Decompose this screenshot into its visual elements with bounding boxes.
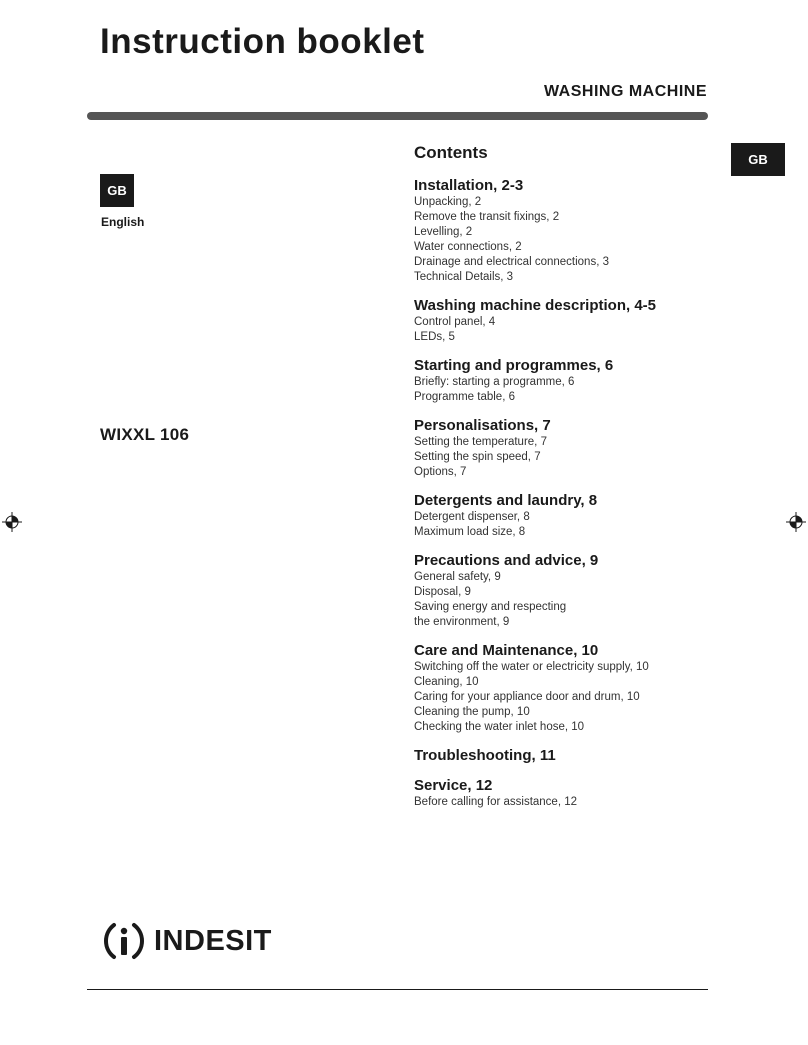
toc-item: Checking the water inlet hose, 10 (414, 721, 585, 733)
toc-item: the environment, 9 (414, 616, 510, 628)
toc-item: Before calling for assistance, 12 (414, 796, 578, 808)
toc-item: Maximum load size, 8 (414, 526, 526, 538)
toc-heading: Care and Maintenance, 10 (414, 642, 599, 659)
toc-item: Unpacking, 2 (414, 196, 482, 208)
brand-logo (100, 917, 272, 965)
registration-mark-icon (786, 512, 806, 532)
toc-section (414, 356, 714, 405)
toc-heading: Starting and programmes, 6 (414, 357, 614, 374)
toc-section (414, 416, 714, 480)
toc-item: Cleaning the pump, 10 (414, 706, 530, 718)
toc-item: Detergent dispenser, 8 (414, 511, 530, 523)
product-type: WASHING MACHINE (543, 83, 707, 100)
toc-heading: Service, 12 (414, 777, 493, 794)
toc-item: Disposal, 9 (414, 586, 471, 598)
contents-title: Contents (414, 143, 488, 162)
toc-item: Cleaning, 10 (414, 676, 479, 688)
header-divider (87, 112, 708, 120)
toc-item: Options, 7 (414, 466, 467, 478)
toc-item: Technical Details, 3 (414, 271, 514, 283)
toc-section (414, 641, 714, 735)
toc-section (414, 296, 714, 345)
toc-item: Programme table, 6 (414, 391, 515, 403)
toc-item: Setting the temperature, 7 (414, 436, 547, 448)
toc-heading: Troubleshooting, 11 (414, 747, 556, 764)
indesit-logo-icon (100, 917, 148, 965)
toc-section (414, 176, 714, 285)
toc-item: Caring for your appliance door and drum, 10 (414, 691, 640, 703)
toc-item: Levelling, 2 (414, 226, 473, 238)
table-of-contents (414, 176, 714, 821)
toc-heading: Precautions and advice, 9 (414, 552, 599, 569)
page-title: Instruction booklet (100, 22, 425, 61)
toc-heading: Washing machine description, 4-5 (414, 297, 656, 314)
registration-mark-icon (2, 512, 22, 532)
toc-item: Drainage and electrical connections, 3 (414, 256, 609, 268)
toc-item: Remove the transit fixings, 2 (414, 211, 560, 223)
toc-item: Briefly: starting a programme, 6 (414, 376, 575, 388)
toc-item: Setting the spin speed, 7 (414, 451, 541, 463)
toc-heading: Installation, 2-3 (414, 177, 524, 194)
footer-divider (87, 989, 708, 990)
model-number: WIXXL 106 (100, 425, 190, 444)
toc-item: Switching off the water or electricity supply, 10 (414, 661, 649, 673)
toc-section (414, 776, 714, 810)
toc-section (414, 746, 714, 765)
toc-item: Water connections, 2 (414, 241, 522, 253)
toc-item: Saving energy and respecting (414, 601, 567, 613)
toc-item: Control panel, 4 (414, 316, 496, 328)
toc-heading: Personalisations, 7 (414, 417, 551, 434)
toc-heading: Detergents and laundry, 8 (414, 492, 598, 509)
brand-name: INDESIT (154, 924, 272, 957)
language-side-tab: GB (731, 143, 785, 176)
language-badge: GB (100, 174, 134, 207)
toc-item: LEDs, 5 (414, 331, 455, 343)
toc-section (414, 551, 714, 630)
toc-section (414, 491, 714, 540)
language-label: English (101, 215, 145, 229)
toc-item: General safety, 9 (414, 571, 501, 583)
